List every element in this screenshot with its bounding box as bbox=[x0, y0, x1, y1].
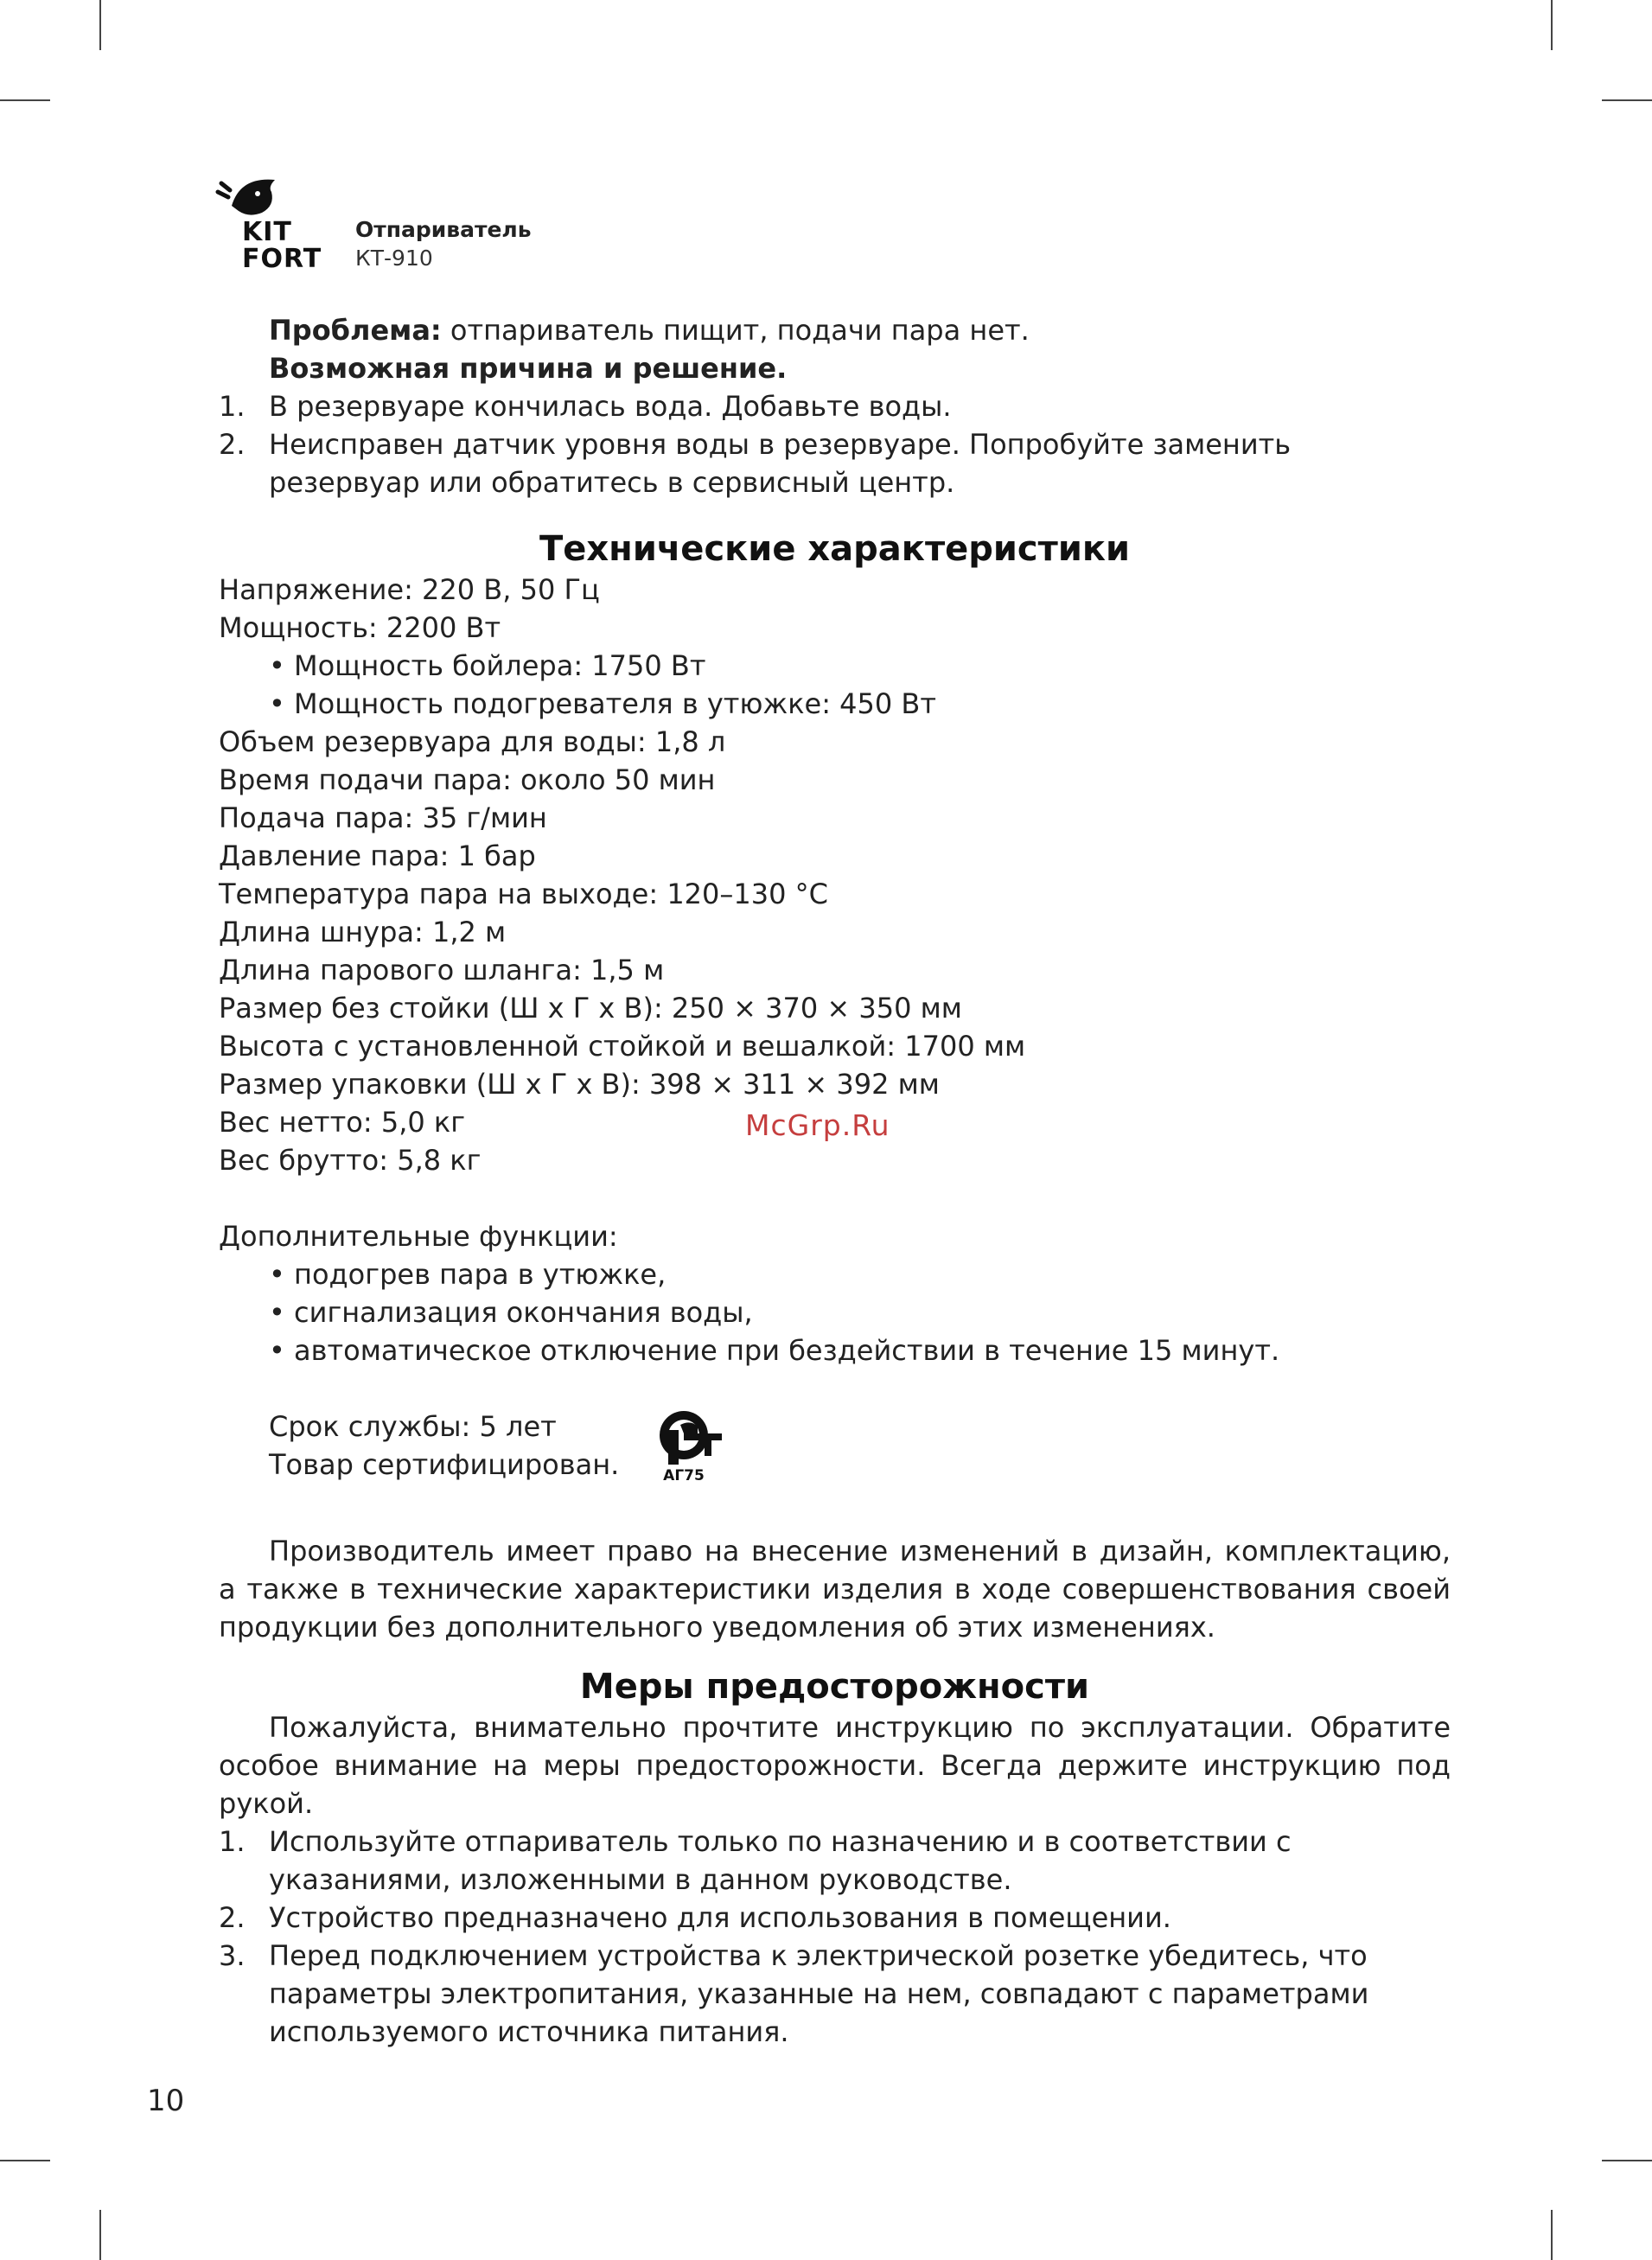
page-number: 10 bbox=[147, 2084, 185, 2118]
problem-label: Проблема: bbox=[269, 314, 442, 347]
watermark: McGrp.Ru bbox=[745, 1108, 890, 1142]
item-number: 2. bbox=[219, 428, 246, 461]
problem-text: отпариватель пищит, подачи пара нет. bbox=[441, 314, 1030, 347]
spec-line: Объем резервуара для воды: 1,8 л bbox=[219, 725, 726, 758]
spec-line: Размер упаковки (Ш х Г х В): 398 × 311 × 392 мм bbox=[219, 1068, 940, 1101]
extra-function-item: • автоматическое отключение при бездействии в течение 15 минут. bbox=[219, 1331, 1451, 1369]
spec-line: Размер без стойки (Ш х Г х В): 250 × 370 × 350 мм bbox=[219, 992, 962, 1025]
disclaimer: Производитель имеет право на внесение изменений в дизайн, комплектацию, а также в технические характеристики изделия в ходе совершенствования своей продукции без дополнительного уведомления об этих изменениях. bbox=[219, 1535, 1451, 1644]
spec-line: Высота с установленной стойкой и вешалкой: 1700 мм bbox=[219, 1030, 1026, 1063]
item-number: 1. bbox=[219, 1825, 246, 1858]
item-number: 2. bbox=[219, 1901, 246, 1934]
spec-line: Вес брутто: 5,8 кг bbox=[219, 1144, 482, 1177]
spec-sub-line: • Мощность бойлера: 1750 Вт bbox=[219, 647, 1451, 685]
service-block bbox=[219, 1408, 1451, 1494]
item-text: Неисправен датчик уровня воды в резервуаре. Попробуйте заменить резервуар или обратитесь в сервисный центр. bbox=[269, 428, 1292, 499]
crop-mark bbox=[0, 99, 50, 101]
solution-heading-text: Возможная причина и решение. bbox=[269, 352, 788, 385]
crop-mark bbox=[0, 2160, 50, 2161]
brand-line-1: KIT bbox=[242, 217, 292, 247]
crop-mark bbox=[99, 2210, 101, 2260]
spec-line: Напряжение: 220 В, 50 Гц bbox=[219, 573, 600, 606]
spec-line: Давление пара: 1 бар bbox=[219, 840, 536, 872]
precautions-title: Меры предосторожности bbox=[579, 1667, 1090, 1707]
service-text bbox=[269, 1408, 619, 1484]
product-model: КТ-910 bbox=[355, 246, 433, 271]
item-number: 1. bbox=[219, 390, 246, 423]
specs-title: Технические характеристики bbox=[539, 529, 1131, 569]
certification-mark-icon bbox=[649, 1408, 727, 1485]
item-text: В резервуаре кончилась вода. Добавьте воды. bbox=[269, 390, 952, 423]
item-text: Перед подключением устройства к электрической розетке убедитесь, что параметры электропитания, указанные на нем, совпадают с параметрами используемого источника питания. bbox=[269, 1939, 1369, 2048]
brand-name bbox=[242, 219, 322, 272]
service-life: Срок службы: 5 лет bbox=[269, 1410, 557, 1443]
list-item bbox=[219, 387, 1451, 425]
spec-line: Длина шнура: 1,2 м bbox=[219, 916, 507, 948]
page-header bbox=[214, 171, 733, 275]
extra-function-item: • подогрев пара в утюжке, bbox=[219, 1255, 1451, 1293]
crop-mark bbox=[1602, 99, 1652, 101]
spec-line: Мощность: 2200 Вт bbox=[219, 611, 501, 644]
crop-mark bbox=[1551, 0, 1553, 50]
spec-line: Время подачи пара: около 50 мин bbox=[219, 763, 716, 796]
list-item bbox=[219, 425, 1451, 501]
item-text: Используйте отпариватель только по назначению и в соответствии с указаниями, изложенными в данном руководстве. bbox=[269, 1825, 1292, 1896]
list-item bbox=[219, 1899, 1451, 1937]
page-content bbox=[219, 311, 1451, 2051]
extra-functions-heading: Дополнительные функции: bbox=[219, 1220, 618, 1253]
spec-line: Длина парового шланга: 1,5 м bbox=[219, 954, 665, 986]
list-item bbox=[219, 1823, 1451, 1899]
problem-line bbox=[219, 311, 1451, 349]
cert-code: АГ75 bbox=[663, 1467, 705, 1484]
item-text: Устройство предназначено для использования в помещении. bbox=[269, 1901, 1171, 1934]
crop-mark bbox=[1602, 2160, 1652, 2161]
spec-line: Вес нетто: 5,0 кг bbox=[219, 1106, 466, 1139]
list-item bbox=[219, 1937, 1451, 2051]
spec-sub-line: • Мощность подогревателя в утюжке: 450 Вт bbox=[219, 685, 1451, 723]
certified-text: Товар сертифицирован. bbox=[269, 1448, 620, 1481]
product-name: Отпариватель bbox=[355, 217, 532, 242]
spec-line: Подача пара: 35 г/мин bbox=[219, 801, 547, 834]
solution-heading bbox=[219, 349, 1451, 387]
brand-line-2: FORT bbox=[242, 244, 322, 274]
crop-mark bbox=[1551, 2210, 1553, 2260]
spec-line: Температура пара на выходе: 120–130 °С bbox=[219, 878, 828, 910]
crop-mark bbox=[99, 0, 101, 50]
precautions-intro: Пожалуйста, внимательно прочтите инструкцию по эксплуатации. Обратите особое внимание на меры предосторожности. Всегда держите инструкцию под рукой. bbox=[219, 1711, 1451, 1820]
item-number: 3. bbox=[219, 1939, 246, 1972]
extra-function-item: • сигнализация окончания воды, bbox=[219, 1293, 1451, 1331]
